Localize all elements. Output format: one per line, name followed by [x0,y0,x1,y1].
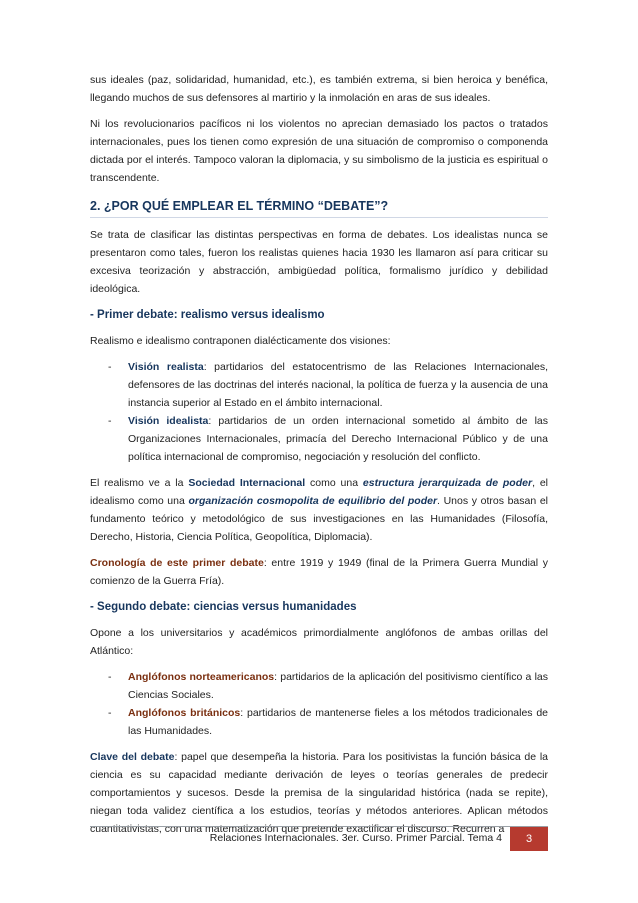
paragraph-1: sus ideales (paz, solidaridad, humanidad, etc.), es también extrema, si bien heroica y benéfica, llegando muchos de sus defensores al martirio y la inmolación en aras de sus ideales. [90,74,548,104]
list-item-term: Anglófonos británicos [128,707,241,719]
paragraph-3: Se trata de clasificar las distintas perspectivas en forma de debates. Los idealistas nunca se presentaron como tales, fueron los realistas quienes hacia 1930 les llamaron así para criticar su excesiva teorización y abstracción, ambigüedad política, formalismo jurídico y debilidad ideológica. [90,229,548,295]
label-clave-del-debate: Clave del debate [90,751,175,763]
text-run: El realismo ve a la [90,477,189,489]
text-run: como una [305,477,363,489]
list-bullet: - [108,707,112,719]
paragraph-6 [90,554,548,590]
list-item-text: : partidarios del estatocentrismo de las Relaciones Internacionales, defensores de las doctrinas del interés nacional, la política de fuerza y la ausencia de una instancia superior al Estado en el ámbito internacional. [128,361,549,409]
paragraph-7: Opone a los universitarios y académicos primordialmente anglófonos de ambas orillas del Atlántico: [90,627,548,657]
page-number-badge: 3 [510,827,548,851]
emphasis-estructura-jerarquizada: estructura jerarquizada de poder [362,477,533,489]
paragraph-4: Realismo e idealismo contraponen dialécticamente dos visiones: [90,335,391,347]
subheading-segundo-debate: - Segundo debate: ciencias versus humanidades [90,601,357,613]
list-bullet: - [108,671,112,683]
text-run: : papel que desempeña la historia. Para los positivistas la función básica de la ciencia es su capacidad mediante derivación de leyes o teorías generales de predecir comportamientos y sucesos. Desde la premisa de la singularidad histórica (nada se repite), niegan toda validez científica a los estudios, teorías y métodos anteriores. Aplican métodos cuantitativistas, con una matematización que pretende exactificar el discurso. Recurren a [90,751,548,835]
section-heading-debate: 2. ¿POR QUÉ EMPLEAR EL TÉRMINO “DEBATE”? [90,197,548,218]
page-footer [90,826,548,851]
footer-text: Relaciones Internacionales. 3er. Curso. Primer Parcial. Tema 4 [209,832,502,844]
list-item [90,668,548,704]
list-item [90,358,548,412]
emphasis-sociedad-internacional: Sociedad Internacional [188,477,306,489]
emphasis-organizacion-cosmopolita: organización cosmopolita de equilibrio del poder [188,495,438,507]
list-anglofonos [90,668,548,740]
text-run: : entre 1919 y 1949 (final de la Primera Guerra Mundial y comienzo de la Guerra Fría). [90,557,548,587]
list-item-text: : partidarios de la aplicación del positivismo científico a las Ciencias Sociales. [128,671,549,701]
list-item [90,704,548,740]
text-run: . Unos y otros basan el fundamento teórico y metodológico de sus investigaciones en las Humanidades (Filosofía, Derecho, Historia, Ciencia Política, Geopolítica, Diplomacia). [90,495,548,543]
label-cronologia: Cronología de este primer debate [90,557,264,569]
list-visiones [90,358,548,466]
list-bullet: - [108,361,112,373]
text-run: , el idealismo como una [90,477,548,507]
subheading-primer-debate: - Primer debate: realismo versus idealismo [90,309,325,321]
paragraph-8 [90,748,548,838]
paragraph-2: Ni los revolucionarios pacíficos ni los violentos no aprecian demasiado los pactos o tratados internacionales, pues los tienen como expresión de una situación de compromiso o componenda dictada por el interés. Tampoco valoran la diplomacia, y su simbolismo de la justicia es espiritual o transcendente. [90,118,548,184]
paragraph-5 [90,474,548,546]
list-item-term: Anglófonos norteamericanos [128,671,275,683]
list-item [90,412,548,466]
list-item-term: Visión idealista [128,415,209,427]
page-content [90,71,548,846]
list-item-text: : partidarios de mantenerse fieles a los métodos tradicionales de las Humanidades. [128,707,549,737]
list-item-term: Visión realista [128,361,204,373]
list-bullet: - [108,415,112,427]
list-item-text: : partidarios de un orden internacional sometido al ámbito de las Organizaciones Internacionales, primacía del Derecho Internacional Público y de una política internacional de compromiso, negociación y resolución del conflicto. [128,415,548,463]
